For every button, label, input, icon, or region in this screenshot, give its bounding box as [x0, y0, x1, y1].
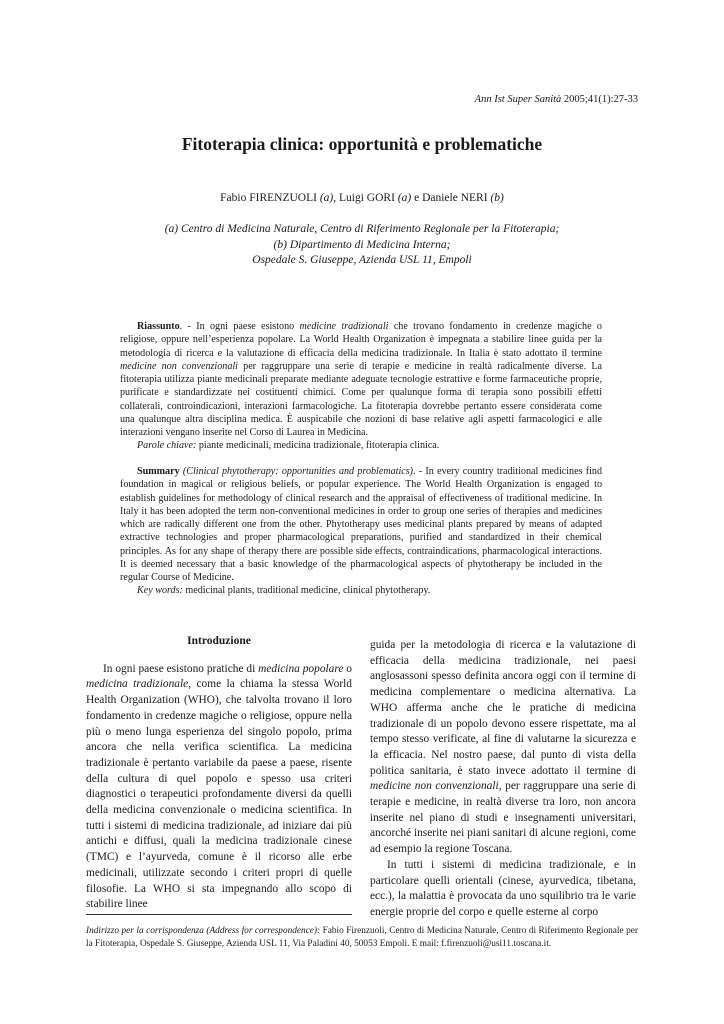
author-name: Daniele NERI [422, 192, 488, 204]
body-text: guida per la metodologia di ricerca e la valutazione di efficacia della medicina tradizionale, nei paesi anglosassoni spesso definita ancora oggi con il termine di medicina complementare o medicina alternativa. La WHO afferma anche che le pratiche di medicina tradizionale di un popolo devono essere rispettate, ma al tempo stesso verificate, al fine di valutarne la sicurezza e la efficacia. Nel nostro paese, dal punto di vista della politica sanitaria, è stato invece adottato il termine di [370, 639, 636, 777]
abstract-english [120, 465, 602, 598]
keywords-english [120, 584, 602, 597]
summary-title: (Clinical phytotherapy: opportunities and problematics) [179, 466, 414, 477]
author-affiliation-mark: (a) [397, 192, 412, 204]
affiliation-line: (b) Dipartimento di Medicina Interna; [273, 238, 451, 251]
volume-pages: 2005;41(1):27-33 [563, 94, 638, 105]
abstract-emphasis: medicine non convenzionali [120, 360, 238, 372]
body-text: In ogni paese esistono pratiche di [103, 662, 259, 675]
keywords-label: Parole chiave: [137, 440, 197, 452]
abstract-text: . - In ogni paese esistono [179, 321, 300, 332]
keywords-text: piante medicinali, medicina tradizionale, fitoterapia clinica. [196, 440, 440, 452]
author-separator: , [333, 192, 339, 204]
affiliation-line: (a) Centro di Medicina Naturale, Centro di Riferimento Regionale per la Fitoterapia; [164, 223, 560, 235]
abstract-english-text [120, 465, 602, 584]
body-emphasis: medicine non convenzionali [370, 780, 499, 793]
journal-citation [475, 94, 638, 105]
footnote-text: Fabio Firenzuoli, Centro di Medicina Naturale, Centro di Riferimento Regionale per la Fitoterapia, Ospedale S. Giuseppe, Azienda USL 11, Via Paladini 40, 50053 Empoli. E mail: f.firenzuoli@usl11.toscana.it. [86, 926, 638, 949]
footnote-divider [86, 914, 352, 915]
body-column-left [86, 634, 352, 913]
body-text: , come la chiama la stessa World Health Organization (WHO), che talvolta trovano il loro fondamento in credenze magiche o religiose, oppure nella più o meno lunga esperienza del singolo popolo, prima ancora che nella verifica scientifica. La medicina tradizionale è pertanto variabile da paese a paese, risente della cultura di quel popolo e spesso usa criteri diagnostici o terapeutici profondamente diversi da quelli della medicina convenzionale o medicina scientifica. In tutti i sistemi di medicina tradizionale, ad iniziare dai più antichi e diffusi, quali la medicina tradizionale cinese (TMC) e l’ayurveda, comune è il ricorso alle erbe medicinali, utilizzate secondo i criteri propri di quelle filosofie. La WHO si sta impegnando allo scopo di stabilire linee [86, 678, 352, 911]
body-text: o [343, 662, 352, 675]
journal-name: Ann Ist Super Sanità [474, 94, 562, 105]
correspondence-footnote [86, 925, 638, 950]
author-list [0, 192, 724, 204]
section-heading: Introduzione [187, 635, 251, 647]
abstract-text: che trovano fondamento in credenze magiche o religiose, oppure nell’esperienza popolare. La World Health Organization è impegnata a stabilire linee guida per la metodologia di ricerca e la valutazione di efficacia della medicina tradizionale. In Italia è stato adottato il termine [120, 321, 602, 359]
abstract-label: Riassunto [137, 321, 180, 332]
body-column-right [370, 638, 636, 921]
affiliations [0, 222, 724, 269]
footnote-label: Indirizzo per la corrispondenza (Address for correspondence): [86, 926, 321, 936]
keywords-label: Key words: [137, 585, 183, 597]
body-text: , per raggruppare una serie di terapie e medicine, in realtà diverse tra loro, non ancora inserite nel piano di studi e insegnamenti universitari, ancorché inserite nei piani sanitari di alcune regioni, come ad esempio la regione Toscana. [370, 780, 636, 856]
abstract-emphasis: medicine tradizionali [299, 321, 389, 332]
body-paragraph [86, 662, 352, 913]
body-emphasis: medicina tradizionale [86, 678, 189, 691]
summary-text: . - In every country traditional medicines find foundation in magical or religious beliefs, or popular experience. The World Health Organization is engaged to establish guidelines for methodology of clinical research and the appraisal of effectiveness of traditional medicine. In Italy it has been adopted the term non-conventional medicines in order to group one series of therapies and medicines which are radically different one from the other. Phytotherapy uses medicinal plants prepared by means of adapted extractive technologies and proper pharmacological preparations, purified and standardized in their chemical principles. As for any shape of therapy there are possible side effects, contraindications, pharmacological interactions. It is deemed necessary that a basic knowledge of the pharmacological aspects of phytotherapy be included in the regular Course of Medicine. [120, 466, 602, 583]
keywords-italian [120, 439, 602, 452]
article-title: Fitoterapia clinica: opportunità e problematiche [181, 134, 543, 154]
affiliation-line: Ospedale S. Giuseppe, Azienda USL 11, Empoli [252, 254, 472, 266]
author-separator: e [411, 192, 423, 204]
author-name: Luigi GORI [339, 192, 395, 204]
summary-label: Summary [137, 466, 180, 477]
body-emphasis: medicina popolare [258, 662, 344, 675]
body-paragraph: In tutti i sistemi di medicina tradizionale, e in particolare quelli orientali (cinese, ayurvedica, tibetana, ecc.), la malattia è provocata da uno squilibrio tra le varie energie proprie del corpo e quelle esterne al corpo [370, 858, 636, 918]
abstract-italian [120, 320, 602, 453]
body-paragraph [370, 638, 636, 858]
keywords-text: medicinal plants, traditional medicine, clinical phytotherapy. [182, 585, 431, 597]
author-affiliation-mark: (b) [490, 192, 504, 204]
author-affiliation-mark: (a) [319, 192, 334, 204]
author-name: Fabio FIRENZUOLI [220, 192, 317, 204]
abstract-text: per raggruppare una serie di terapie e medicine in realtà radicalmente diverse. La fitoterapia utilizza piante medicinali preparate mediante adeguate tecnologie estrattive e forme farmaceutiche proprie, purificate e standardizzate nei costituenti chimici. Come per qualunque forma di terapia sono possibili effetti collaterali, controindicazioni, interazioni farmacologiche. La fitoterapia dovrebbe pertanto essere considerata come una qualunque altra disciplina medica. È auspicabile che nozioni di base relative agli aspetti farmacologici e alle interazioni vengano inserite nel Corso di Laurea in Medicina. [120, 360, 602, 438]
abstract-italian-text [120, 320, 602, 439]
